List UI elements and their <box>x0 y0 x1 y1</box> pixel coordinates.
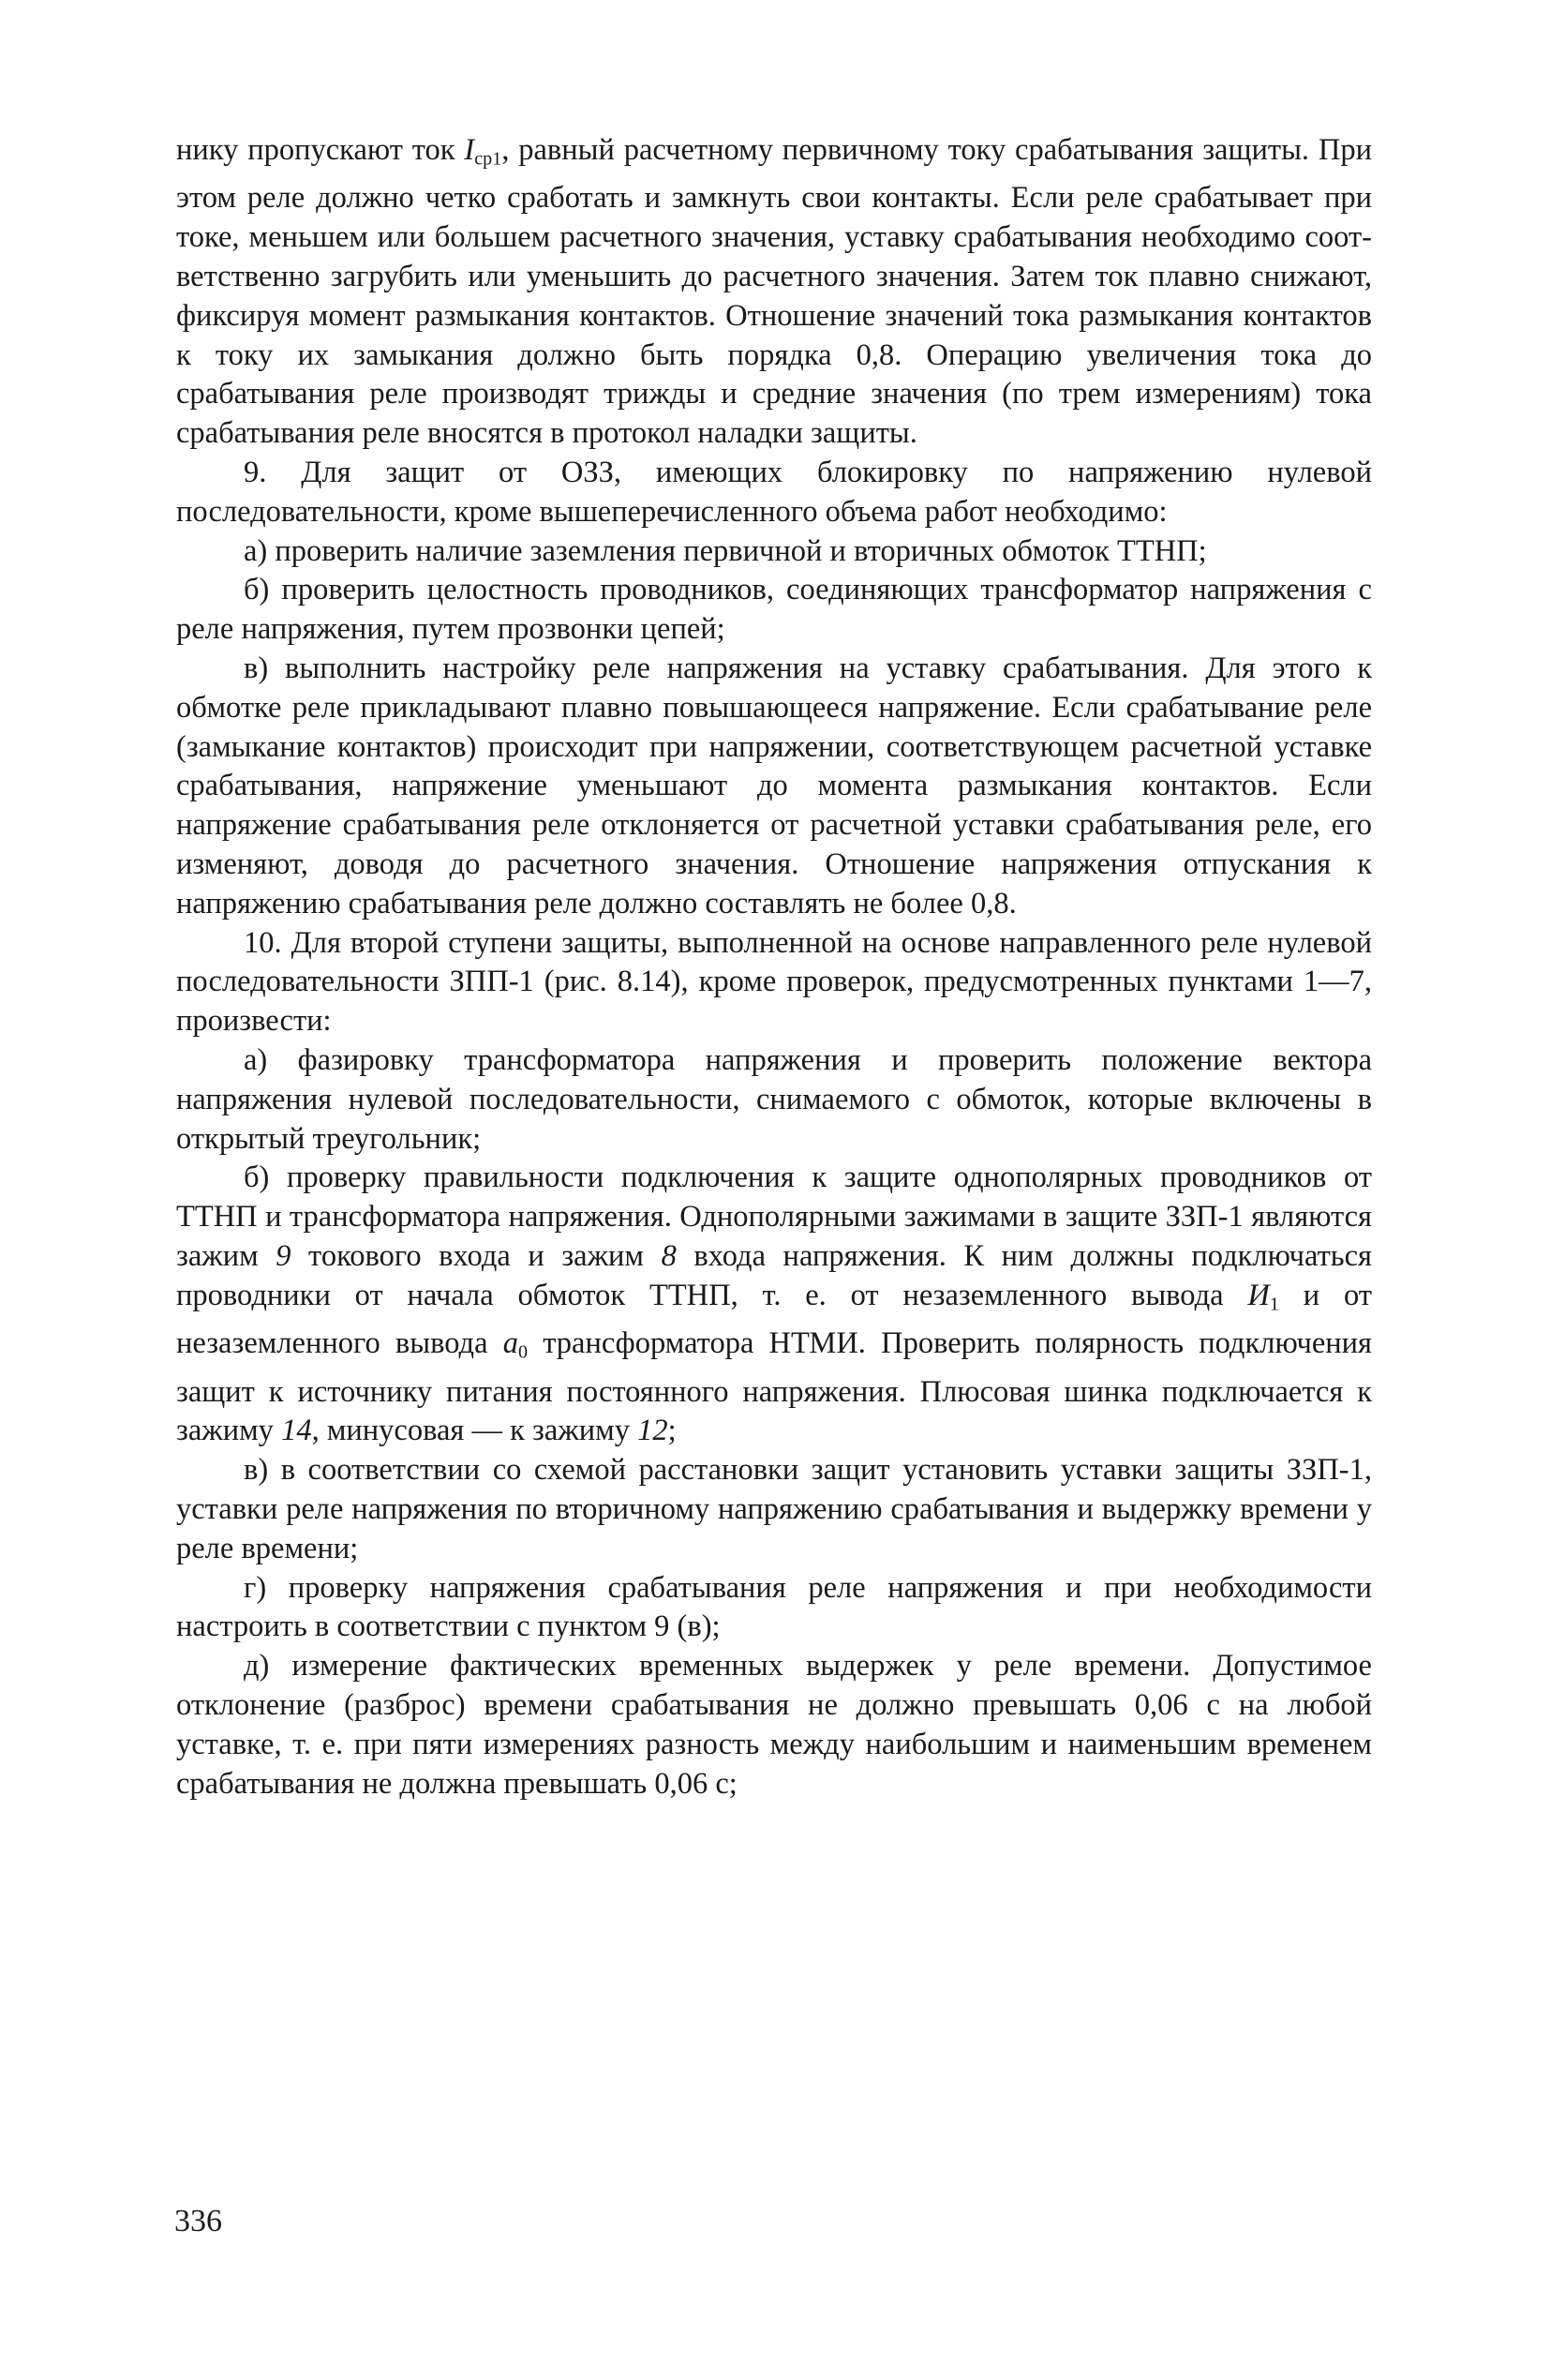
text-segment: входа напряжения. К ним должны подключаться проводники от начала обмоток ТТНП, т. е. от незаземленного вывода <box>176 1238 1372 1312</box>
paragraph <box>176 924 1372 1041</box>
paragraph <box>176 1159 1372 1451</box>
text-segment: нику пропускают ток <box>176 133 465 167</box>
paragraph <box>176 131 1372 454</box>
text-segment: 0 <box>517 1341 529 1363</box>
paragraph <box>176 650 1372 924</box>
page-body <box>176 131 1372 1804</box>
text-segment: в) в соответствии со схемой расстановки защит установить уставки защиты ЗЗП-1, уставки реле напряжения по вторичному напряжению срабатывания и выдержку времени у реле времени; <box>176 1453 1372 1565</box>
text-segment: 14 <box>281 1414 312 1448</box>
text-segment: 10. Для второй ступени защиты, выполненной на основе направленного реле нулевой последовательности ЗПП-1 (рис. 8.14), кроме проверок, предусмотренных пунктами 1—7, произвести: <box>176 925 1372 1039</box>
text-segment: а) фазировку трансформатора напряжения и проверить положение вектора напряжения нулевой последовательности, снимаемого с обмоток, которые включены в открытый треугольник; <box>176 1042 1372 1156</box>
paragraph <box>176 532 1372 572</box>
text-segment: I <box>464 133 475 167</box>
text-segment: 1 <box>1269 1294 1279 1315</box>
paragraph <box>176 1041 1372 1159</box>
text-segment: токового входа и зажим <box>291 1238 662 1273</box>
text-segment: б) проверку правильности подключения к защите однополярных проводников от ТТНП и трансформатора напряжения. Однополярными зажимами в защите ЗЗП-1 являются зажим <box>176 1160 1372 1273</box>
paragraph <box>176 1647 1372 1804</box>
paragraph <box>176 454 1372 532</box>
text-segment: И <box>1247 1278 1270 1312</box>
text-segment: a <box>502 1326 518 1361</box>
paragraph <box>176 571 1372 650</box>
text-segment: а) проверить наличие заземления первичной и вторичных обмоток ТТНП; <box>244 533 1207 568</box>
text-segment: ср1 <box>474 148 502 170</box>
text-segment: ; <box>667 1414 677 1448</box>
paragraph <box>176 1451 1372 1568</box>
text-segment: , минусовая — к зажиму <box>311 1414 638 1448</box>
text-segment: б) проверить целостность проводников, соединяющих трансформатор напряжения с реле напряжения, путем прозвонки цепей; <box>176 573 1372 647</box>
text-segment: 8 <box>661 1238 677 1273</box>
text-segment: трансформатора НТМИ. Проверить полярность подключения защит к источнику питания постоянного напряжения. Плюсовая шинка подключается к зажиму <box>176 1326 1372 1448</box>
page-number: 336 <box>174 2204 222 2238</box>
text-segment: 12 <box>637 1414 668 1448</box>
text-segment: 9 <box>276 1238 291 1273</box>
text-segment: и от незаземленного вывода <box>176 1278 1373 1361</box>
text-segment: , равный расчетному первичному току срабатывания защиты. При этом реле должно четко сработать и замкнуть свои контакты. Если реле срабатывает при токе, меньшем или большем расчетного значения, уставку срабатывания необходимо соответственно загрубить или уменьшить до расчетного значения. Затем ток плавно снижают, фиксируя момент размыкания контактов. Отношение значений тока размыкания контактов к току их замыкания должно быть порядка 0,8. Операцию увеличения тока до срабатывания реле производят трижды и средние значения (по трем измерениям) тока срабатывания реле вносятся в протокол наладки защиты. <box>176 133 1372 451</box>
text-segment: в) выполнить настройку реле напряжения на уставку срабатывания. Для этого к обмотке реле прикладывают плавно повышающееся напряжение. Если срабатывание реле (замыкание контактов) происходит при напряжении, соответствующем расчетной уставке срабатывания, напряжение уменьшают до момента размыкания контактов. Если напряжение срабатывания реле отклоняется от расчетной уставки срабатывания реле, его изменяют, доводя до расчетного значения. Отношение напряжения отпускания к напряжению срабатывания реле должно составлять не более 0,8. <box>176 651 1372 921</box>
text-segment: д) измерение фактических временных выдержек у реле времени. Допустимое отклонение (разброс) времени срабатывания не должно превышать 0,06 с на любой уставке, т. е. при пяти измерениях разность между наибольшим и наименьшим временем срабатывания не должна превышать 0,06 с; <box>176 1649 1372 1801</box>
text-segment: г) проверку напряжения срабатывания реле напряжения и при необходимости настроить в соответствии с пунктом 9 (в); <box>176 1570 1372 1644</box>
text-segment: 9. Для защит от ОЗЗ, имеющих блокировку по напряжению нулевой последовательности, кроме вышеперечисленного объема работ необходимо: <box>176 456 1372 529</box>
paragraph <box>176 1569 1372 1648</box>
